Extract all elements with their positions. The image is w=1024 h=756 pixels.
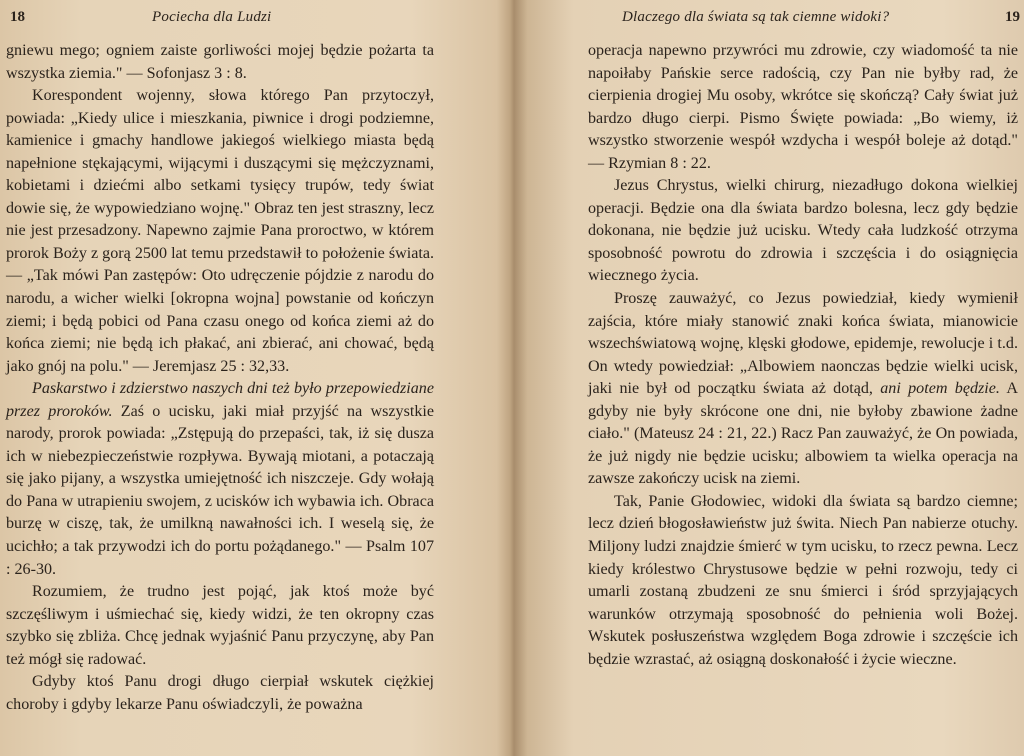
- paragraph: [6, 40, 434, 85]
- paragraph: [588, 40, 1018, 175]
- text-run: operacja napewno przywróci mu zdrowie, czy wiadomość ta nie napoiłaby Pańskie serce radością, czy Pan nie byłby rad, że cierpienia drogiej Mu osoby, wkrótce się skończą? Cały świat już bardzo długo cierpi. Pismo Święte powiada: „Bo wiemy, iż wszystko stworzenie wespół wzdycha i wespół boleje aż dotąd." — Rzymian 8 : 22.: [588, 42, 1018, 172]
- right-running-title: Dlaczego dla świata są tak ciemne widoki?: [622, 9, 890, 25]
- right-page-header: [592, 9, 1020, 31]
- text-run: Rozumiem, że trudno jest pojąć, jak ktoś może być szczęśliwym i uśmiechać się, kiedy widzi, że ten okropny czas szybko się zbliża. Chcę jednak wyjaśnić Panu przyczynę, aby Pan też mógł się radować.: [6, 583, 434, 668]
- paragraph: [588, 175, 1018, 288]
- paragraph: [588, 491, 1018, 671]
- text-run: A gdyby nie były skrócone one dni, nie byłoby zbawione żadne ciało." (Mateusz 24 : 21, 22.) Racz Pan zauważyć, że On powiada, że już nigdy nie będzie ucisku; albowiem ta wielka operacja na zawsze zakończy ucisk na ziemi.: [588, 380, 1018, 488]
- text-run-italic: Paskarstwo i zdzierstwo naszych dni też było przepowiedziane przez proroków.: [6, 380, 434, 420]
- right-page-body: [588, 40, 1018, 671]
- paragraph: [6, 581, 434, 671]
- left-page-header: [10, 9, 430, 31]
- text-run: Proszę zauważyć, co Jezus powiedział, kiedy wymienił zajścia, które miały stanowić znaki końca świata, mianowicie wszechświatową wojnę, klęski głodowe, epidemje, rewolucje i t.d. On wtedy powiedział: „Albowiem naonczas będzie wielki ucisk, jaki nie był od początku świata aż dotąd,: [588, 290, 1018, 398]
- left-page-body: [6, 40, 434, 716]
- text-run: Zaś o ucisku, jaki miał przyjść na wszystkie narody, prorok powiada: „Zstępują do przepaści, tak, iż się dusza ich w niebezpieczeństwie rozpływa. Bywają miotani, a potaczają się jako pijany, a wszystka umiejętność ich niszczeje. Gdy wołają do Pana w utrapieniu swojem, z ucisków ich wybawia ich. Obraca burzę w ciszę, tak, że umilkną nawałności ich. I weselą się, że ucichło; a tak przywodzi ich do portu pożądanego." — Psalm 107 : 26-30.: [6, 402, 434, 578]
- left-page-number: 18: [10, 9, 25, 25]
- text-run: Jezus Chrystus, wielki chirurg, niezadługo dokona wielkiej operacji. Będzie ona dla świata bardzo bolesna, lecz gdy będzie dokonana, nie będzie już ucisku. Wtedy cała ludzkość otrzyma sposobność powrotu do zdrowia i szczęścia i do osiągnięcia wiecznego życia.: [588, 177, 1018, 285]
- paragraph: [6, 671, 434, 716]
- right-page: [518, 0, 1024, 756]
- paragraph: [6, 85, 434, 378]
- left-page: [0, 0, 505, 756]
- text-run-italic: ani potem będzie.: [880, 380, 1000, 398]
- right-page-number: 19: [1005, 9, 1020, 25]
- text-run: Tak, Panie Głodowiec, widoki dla świata są bardzo ciemne; lecz dzień błogosławieństw już świta. Niech Pan nabierze otuchy. Miljony ludzi znajdzie śmierć w tym ucisku, to rzecz pewna. Lecz kiedy królestwo Chrystusowe będzie w pełni rozwoju, tedy ci umarli zostaną zbudzeni ze snu śmierci i śród sprzyjających warunków otrzymają sposobność do pełnienia woli Bożej. Wskutek posłuszeństwa względem Boga zdrowie i szczęście ich będzie wzrastać, aż osiągną doskonałość i życie wieczne.: [588, 492, 1018, 668]
- paragraph: [6, 378, 434, 581]
- text-run: Korespondent wojenny, słowa którego Pan przytoczył, powiada: „Kiedy ulice i mieszkania, piwnice i drogi podziemne, kamienice i gmachy handlowe jakiegoś wielkiego miasta będą napełnione stękającymi, wijącymi i duszącymi się mężczyznami, kobietami i dziećmi albo setkami tysięcy trupów, tedy świat dowie się, że wypowiedziano wojnę." Obraz ten jest straszny, lecz nie jest przesadzony. Napewno zajmie Pana proroctwo, w którem prorok Boży z gorą 2500 lat temu przedstawił to położenie świata. — „Tak mówi Pan zastępów: Oto udręczenie pójdzie z narodu do narodu, a wicher wielki [okropna wojna] powstanie od kończyn ziemi; i będą pobici od Pana czasu onego od końca ziemi aż do końca ziemi; nie będą ich płakać, ani zbierać, ani chować, będą jako gnój na polu." — Jeremjasz 25 : 32,33.: [6, 87, 434, 375]
- left-running-title: Pociecha dla Ludzi: [152, 9, 272, 25]
- text-run: Gdyby ktoś Panu drogi długo cierpiał wskutek ciężkiej choroby i gdyby lekarze Panu oświadczyli, że poważna: [6, 673, 434, 713]
- paragraph: [588, 288, 1018, 491]
- text-run: gniewu mego; ogniem zaiste gorliwości mojej będzie pożarta ta wszystka ziemia." — Sofonjasz 3 : 8.: [6, 42, 434, 82]
